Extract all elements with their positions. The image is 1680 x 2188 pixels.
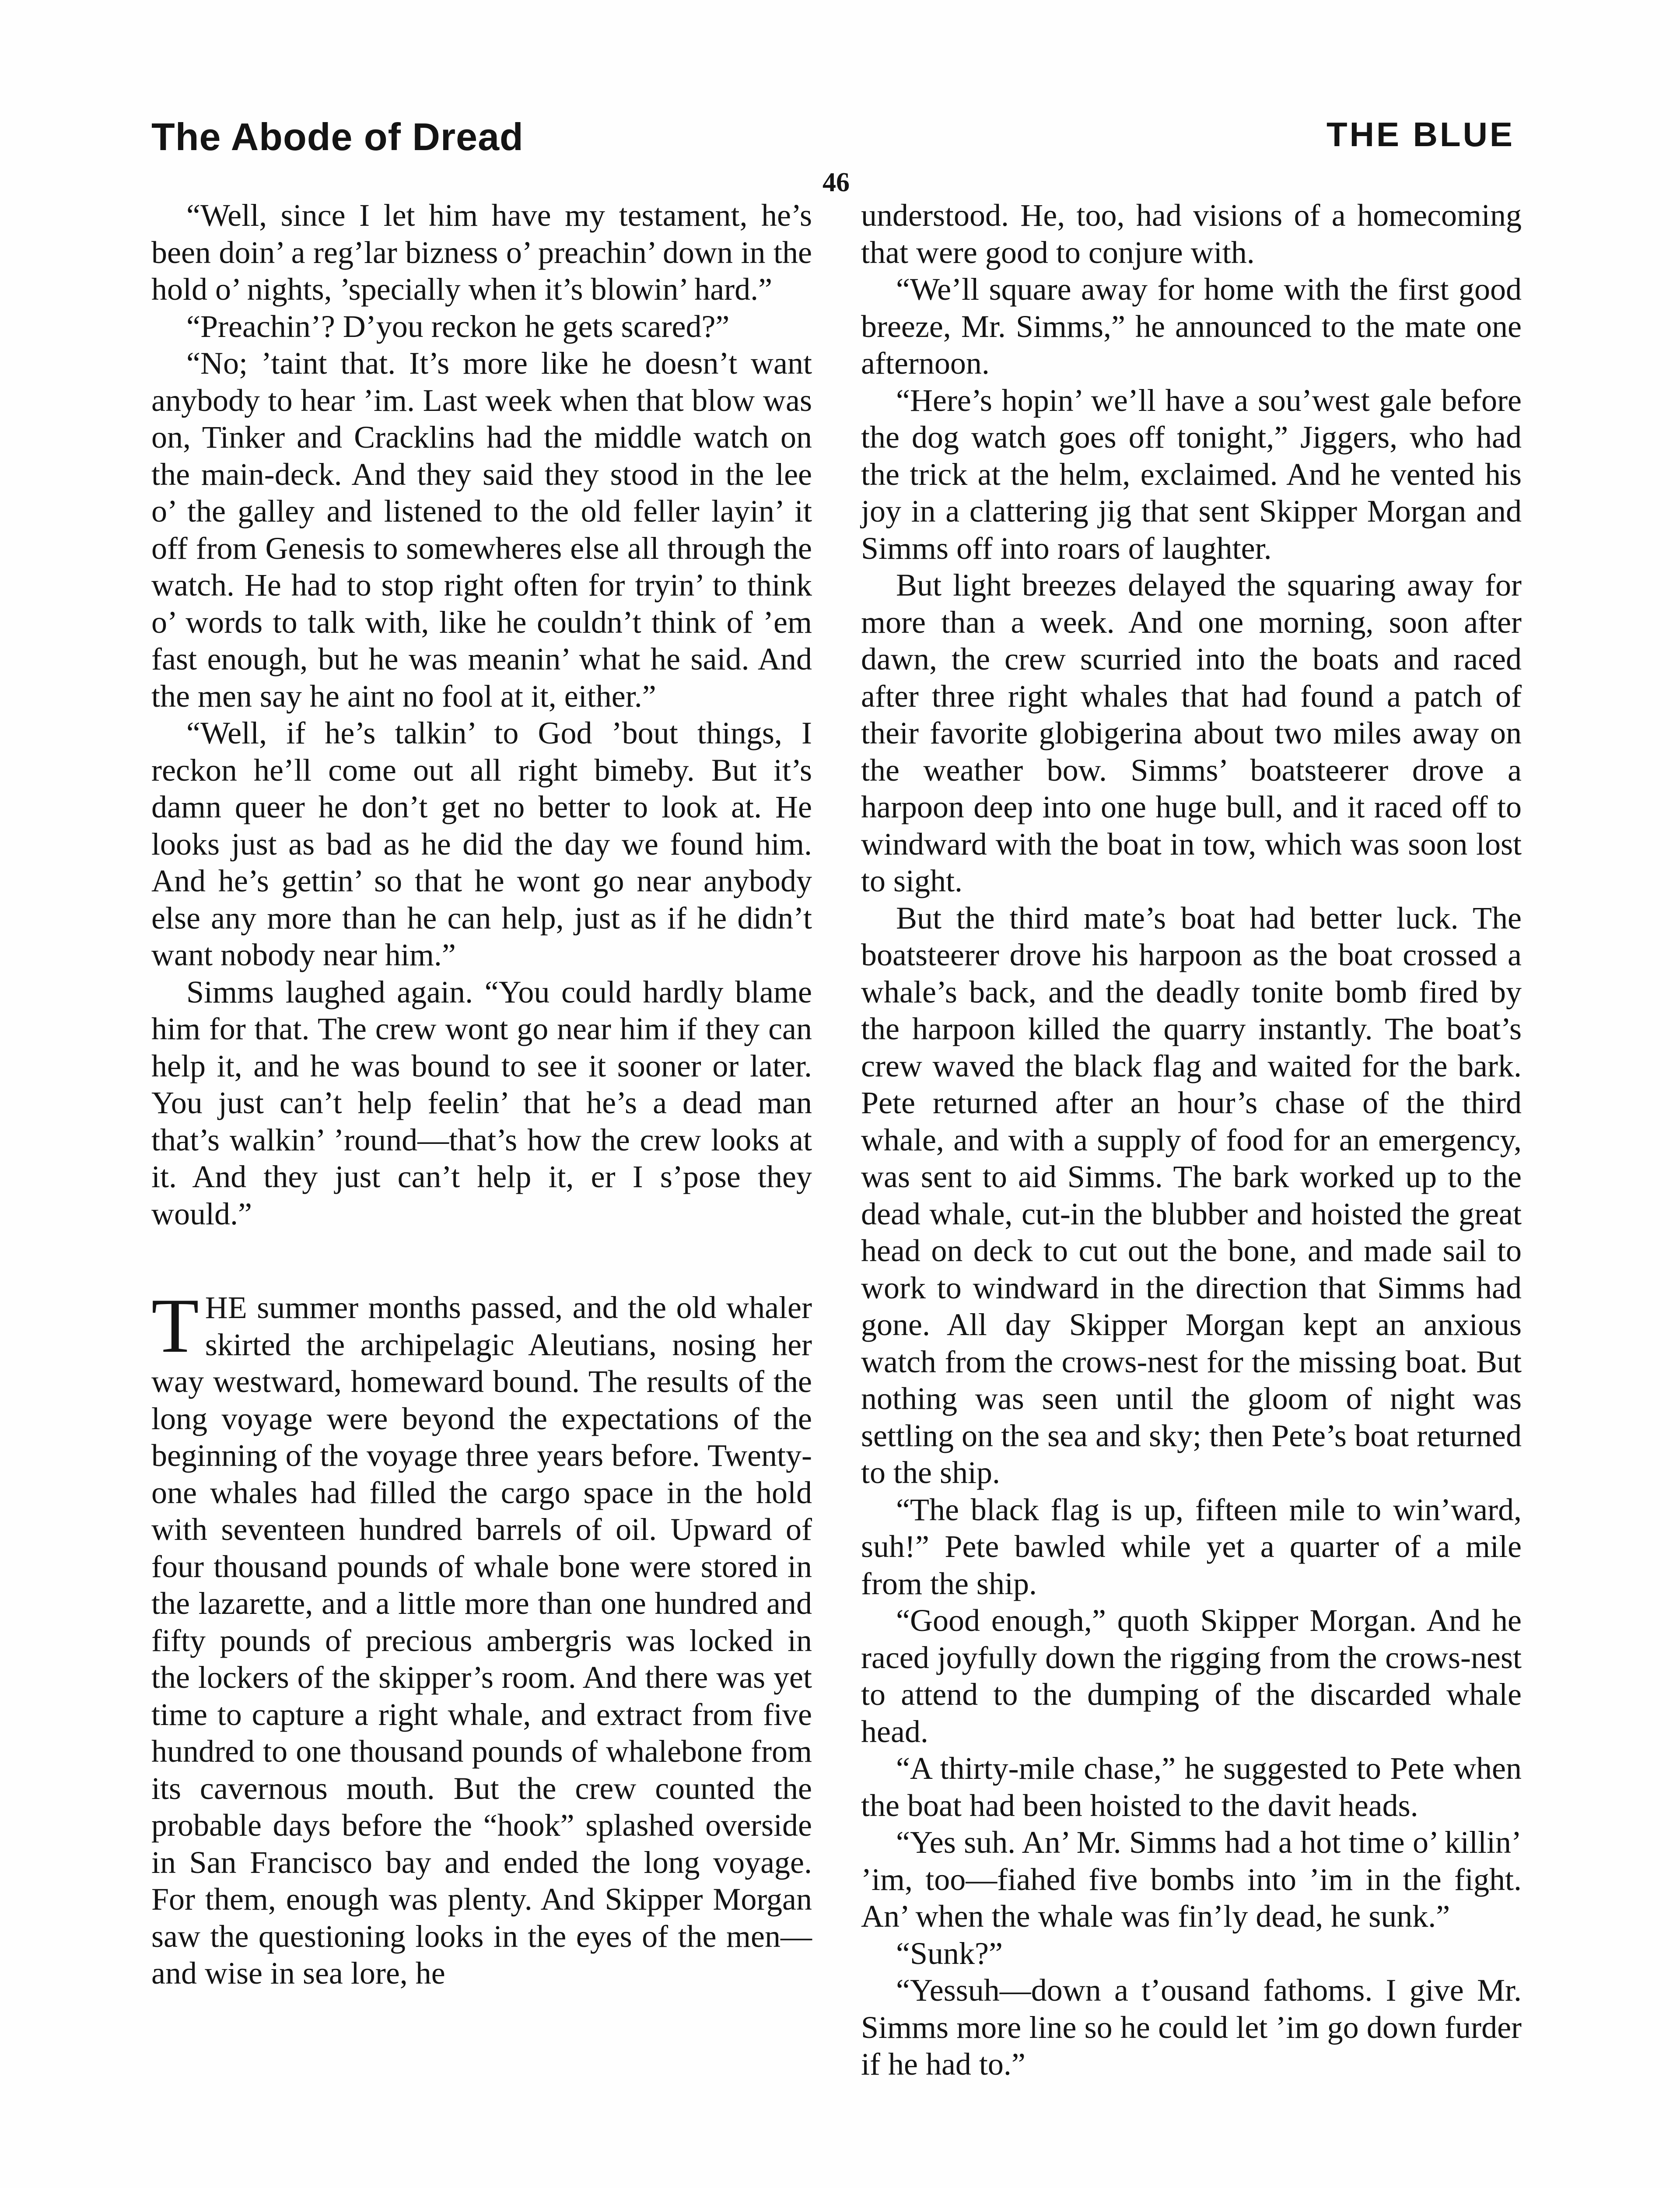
section-opening-paragraph: [151, 1282, 812, 1992]
paragraph: “We’ll square away for home with the first good breeze, Mr. Simms,” he announced to the mate one afternoon.: [861, 272, 1522, 381]
paragraph: “Here’s hopin’ we’ll have a sou’west gale before the dog watch goes off tonight,” Jiggers, who had the trick at the helm, exclaimed. And he vented his joy in a clattering jig that sent Skipper Morgan and Simms off into roars of laughter.: [861, 382, 1522, 566]
drop-cap: T: [151, 1282, 199, 1369]
paragraph: “Well, if he’s talkin’ to God ’bout things, I reckon he’ll come out all right bimeby. But it’s damn queer he don’t get no better to look at. He looks just as bad as he did the day we found him. And he’s gettin’ so that he wont go near anybody else any more than he can help, just as if he didn’t want nobody near him.”: [151, 715, 812, 972]
paragraph: “Yessuh—down a t’ousand fathoms. I give Mr. Simms more line so he could let ’im go down furder if he had to.”: [861, 1973, 1522, 2082]
paragraph: “The black flag is up, fifteen mile to win’ward, suh!” Pete bawled while yet a quarter of a mile from the ship.: [861, 1492, 1522, 1601]
paragraph: “Preachin’? D’you reckon he gets scared?”: [186, 309, 730, 344]
right-column: [861, 197, 1522, 2083]
paragraph: “Sunk?”: [896, 1936, 1003, 1971]
paragraph: “A thirty-mile chase,” he suggested to Pete when the boat had been hoisted to the davit heads.: [861, 1751, 1522, 1823]
paragraph: “No; ’taint that. It’s more like he doesn’t want anybody to hear ’im. Last week when that blow was on, Tinker and Cracklins had the middle watch on the main-deck. And they said they stood in the lee o’ the galley and listened to the old feller layin’ it off from Genesis to somewheres else all through the watch. He had to stop right often for tryin’ to think o’ words to talk with, like he couldn’t think of ’em fast enough, but he was meanin’ what he said. And the men say he aint no fool at it, either.”: [151, 346, 812, 714]
paragraph: Simms laughed again. “You could hardly blame him for that. The crew wont go near him if they can help it, and he was bound to see it sooner or later. You just can’t help feelin’ that he’s a dead man that’s walkin’ ’round—that’s how the crew looks at it. And they just can’t help it, er I s’pose they would.”: [151, 974, 812, 1231]
paragraph: “Good enough,” quoth Skipper Morgan. And he raced joyfully down the rigging from the crows-nest to attend to the dumping of the discarded whale head.: [861, 1603, 1522, 1749]
continued-paragraph: understood. He, too, had visions of a homecoming that were good to conjure with.: [861, 198, 1522, 270]
magazine-section-title: THE BLUE: [1326, 115, 1515, 154]
section-break: [151, 1232, 812, 1289]
paragraph: But the third mate’s boat had better luck. The boatsteerer drove his harpoon as the boat crossed a whale’s back, and the deadly tonite bomb fired by the harpoon killed the quarry instantly. The boat’s crew waved the black flag and waited for the bark. Pete returned after an hour’s chase of the third whale, and with a supply of food for an emergency, was sent to aid Simms. The bark worked up to the dead whale, cut-in the blubber and hoisted the great head on deck to cut out the bone, and made sail to work to windward in the direction that Simms had gone. All day Skipper Morgan kept an anxious watch from the crows-nest for the missing boat. But nothing was seen until the gloom of night was settling on the sea and sky; then Pete’s boat returned to the ship.: [861, 900, 1522, 1490]
paragraph: “Well, since I let him have my testament, he’s been doin’ a reg’lar bizness o’ preachin’ down in the hold o’ nights, ’specially when it’s blowin’ hard.”: [151, 198, 812, 307]
paragraph: But light breezes delayed the squaring away for more than a week. And one morning, soon after dawn, the crew scurried into the boats and raced after three right whales that had found a patch of their favorite globigerina about two miles away on the weather bow. Simms’ boatsteerer drove a harpoon deep into one huge bull, and it raced off to windward with the boat in tow, which was soon lost to sight.: [861, 568, 1522, 898]
opening-caps: HE: [205, 1290, 247, 1325]
story-title: The Abode of Dread: [151, 115, 524, 158]
left-column: [151, 197, 812, 1992]
paragraph-text: summer months passed, and the old whaler skirted the archipelagic Aleutians, nosing her way westward, homeward bound. The results of the long voyage were beyond the expectations of the beginning of the voyage three years before. Twenty-one whales had filled the cargo space in the hold with seventeen hundred barrels of oil. Upward of four thousand pounds of whale bone were stored in the lazarette, and a little more than one hundred and fifty pounds of precious ambergris was locked in the lockers of the skipper’s room. And there was yet time to capture a right whale, and extract from five hundred to one thousand pounds of whalebone from its cavernous mouth. But the crew counted the probable days before the “hook” splashed overside in San Francisco bay and ended the long voyage. For them, enough was plenty. And Skipper Morgan saw the questioning looks in the eyes of the men—and wise in sea lore, he: [151, 1290, 812, 1991]
page-number: 46: [822, 168, 850, 197]
paragraph: “Yes suh. An’ Mr. Simms had a hot time o’ killin’ ’im, too—fiahed five bombs into ’im in the fight. An’ when the whale was fin’ly dead, he sunk.”: [861, 1825, 1522, 1934]
